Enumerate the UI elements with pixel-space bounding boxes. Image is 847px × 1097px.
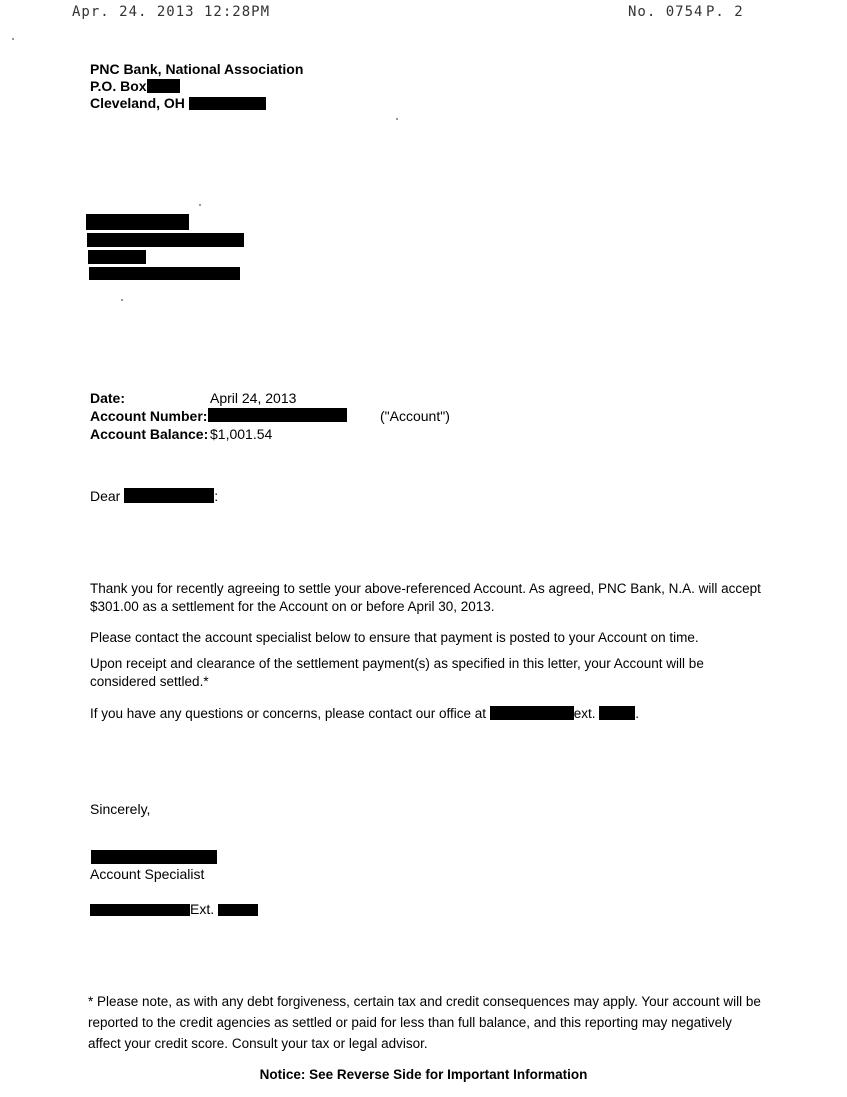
fax-page: P. 2 (706, 4, 744, 20)
sender-name: PNC Bank, National Association (90, 61, 304, 77)
sender-city (90, 94, 266, 112)
balance-label: Account Balance: (90, 426, 209, 442)
date-value: April 24, 2013 (210, 390, 297, 406)
recipient-redaction-1 (86, 214, 189, 230)
sender-po-box (90, 77, 180, 95)
signer-ext-redaction (218, 904, 258, 916)
date-label: Date: (90, 390, 126, 406)
redaction (147, 79, 180, 93)
recipient-redaction-4 (89, 267, 240, 280)
balance-value: $1,001.54 (210, 426, 273, 442)
scan-speck (12, 38, 14, 40)
account-number-redaction (208, 408, 347, 422)
po-box-label: P.O. Box (90, 78, 147, 94)
ext-label: ext. (573, 706, 596, 721)
account-number-label: Account Number: (90, 408, 208, 424)
signer-phone-redaction (90, 904, 190, 916)
account-tag: ("Account") (380, 408, 450, 424)
signer-name-redaction (91, 850, 217, 864)
notice: Notice: See Reverse Side for Important Information (259, 1067, 588, 1082)
fax-datetime: Apr. 24. 2013 12:28PM (72, 4, 271, 20)
recipient-redaction-3 (88, 250, 146, 264)
city-label: Cleveland, OH (90, 95, 185, 111)
ext-redaction (599, 706, 635, 720)
salutation-text: Dear (90, 488, 121, 504)
contact-text: If you have any questions or concerns, please contact our office at (90, 706, 486, 721)
signer-title: Account Specialist (90, 866, 205, 882)
salutation: Dear : (90, 488, 219, 504)
closing: Sincerely, (90, 801, 151, 817)
recipient-name-redaction (124, 488, 214, 503)
recipient-redaction-2 (87, 233, 244, 247)
signer-ext-label: Ext. (190, 901, 215, 917)
scan-speck (121, 299, 123, 301)
fax-number: No. 0754 (628, 4, 704, 20)
scan-speck (199, 204, 201, 206)
body-paragraph-3: Upon receipt and clearance of the settlement payment(s) as specified in this letter, your Account will be considered settled.* (90, 656, 704, 689)
footnote: * Please note, as with any debt forgiveness, certain tax and credit consequences may apply. Your account will be reported to the credit agencies as settled or paid for less than full balance, and this reporting may negatively affect your credit score. Consult your tax or legal advisor. (88, 994, 761, 1051)
body-paragraph-1: Thank you for recently agreeing to settle your above-referenced Account. As agreed, PNC Bank, N.A. will accept $301.00 as a settlement for the Account on or before April 30, 2013. (90, 581, 761, 614)
body-paragraph-2: Please contact the account specialist below to ensure that payment is posted to your Account on time. (90, 630, 699, 645)
signer-phone (90, 900, 258, 918)
phone-redaction (490, 706, 574, 720)
scan-speck (396, 118, 398, 120)
body-paragraph-4: If you have any questions or concerns, please contact our office at ext. . (90, 706, 640, 721)
redaction (189, 97, 266, 110)
